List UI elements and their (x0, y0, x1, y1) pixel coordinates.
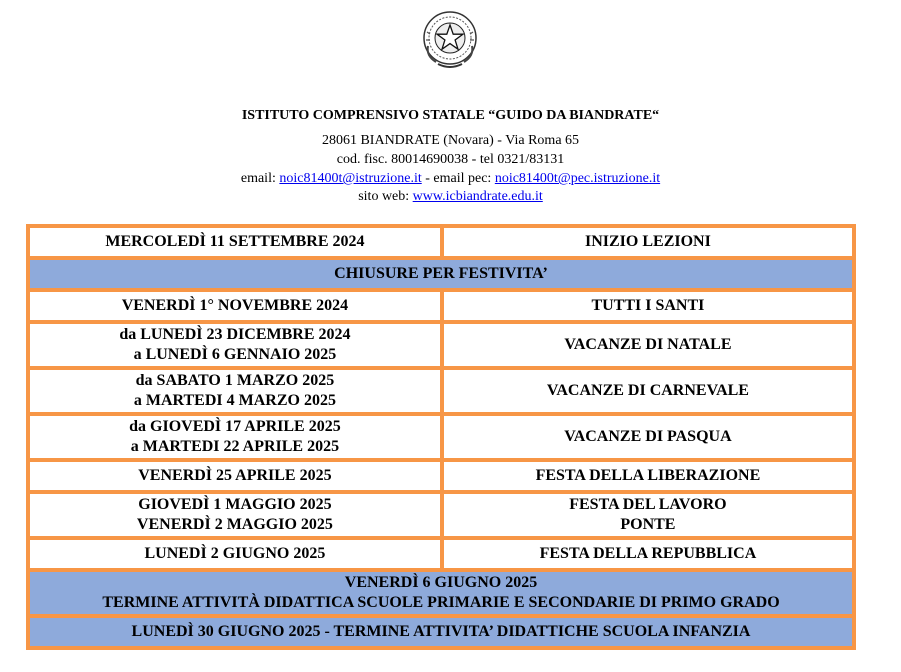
end-infanzia: LUNEDÌ 30 GIUGNO 2025 - TERMINE ATTIVITA’ DIDATTICHE SCUOLA INFANZIA (28, 616, 854, 648)
start-event: INIZIO LEZIONI (442, 226, 854, 258)
table-row (28, 492, 854, 538)
table-row (28, 226, 854, 258)
pec-label: - email pec: (421, 171, 495, 186)
holiday-date: VENERDÌ 25 APRILE 2025 (28, 460, 442, 492)
school-codfisc: cod. fisc. 80014690038 - tel 0321/83131 (336, 152, 565, 167)
section-header-row (28, 258, 854, 290)
email-label: email: (240, 171, 280, 186)
school-website (0, 188, 901, 206)
website-label: sito web: (358, 189, 413, 204)
holiday-event: VACANZE DI PASQUA (442, 414, 854, 460)
holiday-date: LUNEDÌ 2 GIUGNO 2025 (28, 538, 442, 570)
holiday-event: VACANZE DI CARNEVALE (442, 368, 854, 414)
end-infanzia-row (28, 616, 854, 648)
school-name: ISTITUTO COMPRENSIVO STATALE “GUIDO DA BIANDRATE“ (241, 108, 660, 123)
table-row (28, 322, 854, 368)
holiday-event: TUTTI I SANTI (442, 290, 854, 322)
holiday-event: FESTA DELLA REPUBBLICA (442, 538, 854, 570)
school-emails (0, 170, 901, 188)
holiday-event: FESTA DEL LAVORO PONTE (442, 492, 854, 538)
pec-link[interactable]: noic81400t@pec.istruzione.it (494, 171, 661, 186)
holidays-section-title: CHIUSURE PER FESTIVITA’ (28, 258, 854, 290)
holiday-date: GIOVEDÌ 1 MAGGIO 2025 VENERDÌ 2 MAGGIO 2025 (28, 492, 442, 538)
website-link[interactable]: www.icbiandrate.edu.it (412, 189, 543, 204)
holiday-date: VENERDÌ 1° NOVEMBRE 2024 (28, 290, 442, 322)
holiday-date: da SABATO 1 MARZO 2025 a MARTEDI 4 MARZO 2025 (28, 368, 442, 414)
school-address: 28061 BIANDRATE (Novara) - Via Roma 65 (321, 133, 580, 148)
start-date: MERCOLEDÌ 11 SETTEMBRE 2024 (28, 226, 442, 258)
holiday-event: VACANZE DI NATALE (442, 322, 854, 368)
holiday-event: FESTA DELLA LIBERAZIONE (442, 460, 854, 492)
holiday-date: da LUNEDÌ 23 DICEMBRE 2024 a LUNEDÌ 6 GENNAIO 2025 (28, 322, 442, 368)
table-row (28, 414, 854, 460)
table-row (28, 538, 854, 570)
table-row (28, 460, 854, 492)
table-row (28, 368, 854, 414)
end-primary-secondary: VENERDÌ 6 GIUGNO 2025 TERMINE ATTIVITÀ DIDATTICA SCUOLE PRIMARIE E SECONDARIE DI PRIMO GRADO (28, 570, 854, 616)
email-link[interactable]: noic81400t@istruzione.it (279, 171, 422, 186)
holiday-date: da GIOVEDÌ 17 APRILE 2025 a MARTEDI 22 APRILE 2025 (28, 414, 442, 460)
italian-republic-emblem-icon (418, 8, 482, 72)
school-calendar-table (26, 224, 856, 650)
table-row (28, 290, 854, 322)
end-primary-row (28, 570, 854, 616)
